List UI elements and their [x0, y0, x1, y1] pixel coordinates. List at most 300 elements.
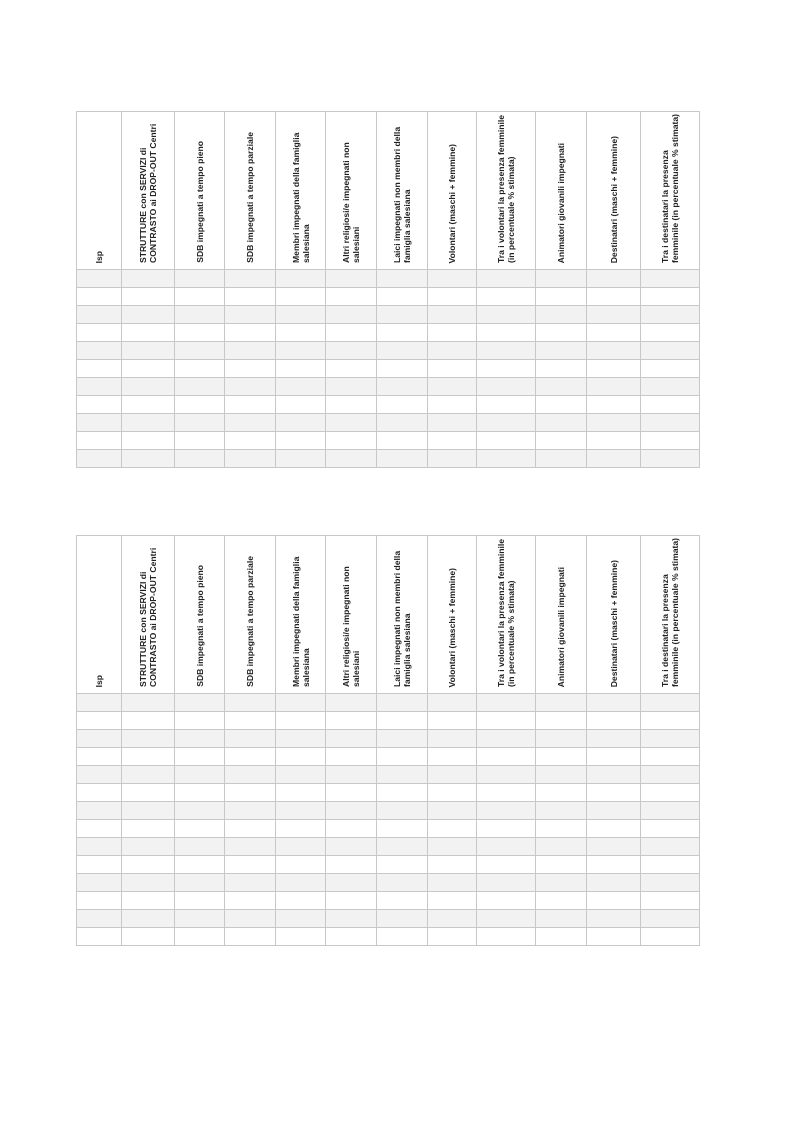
table-cell[interactable] — [77, 748, 122, 766]
table-cell[interactable] — [225, 360, 276, 378]
table-cell[interactable] — [225, 414, 276, 432]
table-cell[interactable] — [428, 766, 477, 784]
table-cell[interactable] — [326, 306, 377, 324]
table-cell[interactable] — [276, 874, 326, 892]
table-cell[interactable] — [477, 342, 536, 360]
table-cell[interactable] — [276, 432, 326, 450]
table-cell[interactable] — [477, 910, 536, 928]
table-cell[interactable] — [276, 712, 326, 730]
table-cell[interactable] — [122, 270, 175, 288]
table-cell[interactable] — [536, 270, 587, 288]
table-cell[interactable] — [122, 802, 175, 820]
table-cell[interactable] — [225, 342, 276, 360]
table-cell[interactable] — [77, 856, 122, 874]
table-cell[interactable] — [477, 288, 536, 306]
table-cell[interactable] — [122, 748, 175, 766]
table-cell[interactable] — [276, 892, 326, 910]
table-cell[interactable] — [77, 910, 122, 928]
table-cell[interactable] — [587, 748, 641, 766]
table-cell[interactable] — [122, 730, 175, 748]
table-cell[interactable] — [225, 270, 276, 288]
table-cell[interactable] — [641, 748, 700, 766]
table-cell[interactable] — [536, 766, 587, 784]
table-cell[interactable] — [276, 910, 326, 928]
table-cell[interactable] — [377, 306, 428, 324]
table-cell[interactable] — [428, 432, 477, 450]
table-cell[interactable] — [122, 910, 175, 928]
table-cell[interactable] — [377, 270, 428, 288]
table-cell[interactable] — [122, 892, 175, 910]
table-cell[interactable] — [326, 910, 377, 928]
table-cell[interactable] — [276, 270, 326, 288]
table-cell[interactable] — [536, 820, 587, 838]
table-cell[interactable] — [122, 820, 175, 838]
table-cell[interactable] — [77, 378, 122, 396]
table-cell[interactable] — [641, 892, 700, 910]
table-cell[interactable] — [428, 396, 477, 414]
table-cell[interactable] — [428, 892, 477, 910]
table-cell[interactable] — [428, 856, 477, 874]
table-cell[interactable] — [122, 784, 175, 802]
table-cell[interactable] — [326, 396, 377, 414]
table-cell[interactable] — [77, 712, 122, 730]
table-cell[interactable] — [77, 288, 122, 306]
table-cell[interactable] — [225, 910, 276, 928]
table-cell[interactable] — [225, 306, 276, 324]
table-cell[interactable] — [377, 856, 428, 874]
table-cell[interactable] — [641, 378, 700, 396]
table-cell[interactable] — [276, 306, 326, 324]
table-cell[interactable] — [536, 378, 587, 396]
table-cell[interactable] — [477, 730, 536, 748]
table-cell[interactable] — [428, 324, 477, 342]
table-cell[interactable] — [477, 324, 536, 342]
table-cell[interactable] — [587, 838, 641, 856]
table-cell[interactable] — [276, 784, 326, 802]
table-cell[interactable] — [477, 928, 536, 946]
table-cell[interactable] — [428, 802, 477, 820]
table-cell[interactable] — [225, 288, 276, 306]
table-cell[interactable] — [536, 748, 587, 766]
table-cell[interactable] — [175, 910, 225, 928]
table-cell[interactable] — [77, 820, 122, 838]
table-cell[interactable] — [326, 414, 377, 432]
table-cell[interactable] — [428, 270, 477, 288]
table-cell[interactable] — [77, 360, 122, 378]
table-cell[interactable] — [122, 378, 175, 396]
table-cell[interactable] — [377, 432, 428, 450]
table-cell[interactable] — [326, 802, 377, 820]
table-cell[interactable] — [536, 856, 587, 874]
table-cell[interactable] — [587, 306, 641, 324]
table-cell[interactable] — [175, 342, 225, 360]
table-cell[interactable] — [225, 802, 276, 820]
table-cell[interactable] — [587, 414, 641, 432]
table-cell[interactable] — [587, 378, 641, 396]
table-cell[interactable] — [326, 928, 377, 946]
table-cell[interactable] — [276, 838, 326, 856]
table-cell[interactable] — [587, 694, 641, 712]
table-cell[interactable] — [77, 306, 122, 324]
table-cell[interactable] — [587, 324, 641, 342]
table-cell[interactable] — [276, 694, 326, 712]
table-cell[interactable] — [587, 892, 641, 910]
table-cell[interactable] — [175, 432, 225, 450]
table-cell[interactable] — [587, 396, 641, 414]
table-cell[interactable] — [641, 784, 700, 802]
table-cell[interactable] — [377, 928, 428, 946]
table-cell[interactable] — [641, 288, 700, 306]
table-cell[interactable] — [77, 450, 122, 468]
table-cell[interactable] — [587, 360, 641, 378]
table-cell[interactable] — [175, 360, 225, 378]
table-cell[interactable] — [175, 396, 225, 414]
table-cell[interactable] — [326, 378, 377, 396]
table-cell[interactable] — [326, 856, 377, 874]
table-cell[interactable] — [641, 766, 700, 784]
table-cell[interactable] — [587, 820, 641, 838]
table-cell[interactable] — [536, 910, 587, 928]
table-cell[interactable] — [641, 856, 700, 874]
table-cell[interactable] — [377, 730, 428, 748]
table-cell[interactable] — [428, 450, 477, 468]
table-cell[interactable] — [276, 766, 326, 784]
table-cell[interactable] — [536, 414, 587, 432]
table-cell[interactable] — [587, 784, 641, 802]
table-cell[interactable] — [641, 342, 700, 360]
table-cell[interactable] — [326, 694, 377, 712]
table-cell[interactable] — [175, 928, 225, 946]
table-cell[interactable] — [175, 820, 225, 838]
table-cell[interactable] — [276, 324, 326, 342]
table-cell[interactable] — [77, 892, 122, 910]
table-cell[interactable] — [276, 928, 326, 946]
table-cell[interactable] — [428, 712, 477, 730]
table-cell[interactable] — [377, 712, 428, 730]
table-cell[interactable] — [122, 288, 175, 306]
table-cell[interactable] — [276, 288, 326, 306]
table-cell[interactable] — [276, 360, 326, 378]
table-cell[interactable] — [641, 928, 700, 946]
table-cell[interactable] — [175, 892, 225, 910]
table-cell[interactable] — [377, 414, 428, 432]
table-cell[interactable] — [122, 396, 175, 414]
table-cell[interactable] — [326, 712, 377, 730]
table-cell[interactable] — [536, 306, 587, 324]
table-cell[interactable] — [536, 928, 587, 946]
table-cell[interactable] — [477, 450, 536, 468]
table-cell[interactable] — [536, 784, 587, 802]
table-cell[interactable] — [225, 784, 276, 802]
table-cell[interactable] — [377, 910, 428, 928]
table-cell[interactable] — [428, 694, 477, 712]
table-cell[interactable] — [587, 766, 641, 784]
table-cell[interactable] — [477, 432, 536, 450]
table-cell[interactable] — [122, 694, 175, 712]
table-cell[interactable] — [477, 414, 536, 432]
table-cell[interactable] — [536, 694, 587, 712]
table-cell[interactable] — [477, 766, 536, 784]
table-cell[interactable] — [175, 784, 225, 802]
table-cell[interactable] — [326, 766, 377, 784]
table-cell[interactable] — [276, 450, 326, 468]
table-cell[interactable] — [477, 712, 536, 730]
table-cell[interactable] — [326, 892, 377, 910]
table-cell[interactable] — [77, 270, 122, 288]
table-cell[interactable] — [536, 288, 587, 306]
table-cell[interactable] — [175, 450, 225, 468]
table-cell[interactable] — [122, 360, 175, 378]
table-cell[interactable] — [536, 360, 587, 378]
table-cell[interactable] — [477, 802, 536, 820]
table-cell[interactable] — [175, 378, 225, 396]
table-cell[interactable] — [477, 306, 536, 324]
table-cell[interactable] — [477, 360, 536, 378]
table-cell[interactable] — [377, 874, 428, 892]
table-cell[interactable] — [477, 820, 536, 838]
table-cell[interactable] — [587, 928, 641, 946]
table-cell[interactable] — [428, 838, 477, 856]
table-cell[interactable] — [122, 324, 175, 342]
table-cell[interactable] — [587, 450, 641, 468]
table-cell[interactable] — [77, 928, 122, 946]
table-cell[interactable] — [377, 396, 428, 414]
table-cell[interactable] — [641, 712, 700, 730]
table-cell[interactable] — [536, 874, 587, 892]
table-cell[interactable] — [175, 748, 225, 766]
table-cell[interactable] — [225, 748, 276, 766]
table-cell[interactable] — [377, 324, 428, 342]
table-cell[interactable] — [276, 396, 326, 414]
table-cell[interactable] — [175, 874, 225, 892]
table-cell[interactable] — [536, 324, 587, 342]
table-cell[interactable] — [641, 874, 700, 892]
table-cell[interactable] — [641, 450, 700, 468]
table-cell[interactable] — [276, 802, 326, 820]
table-cell[interactable] — [225, 766, 276, 784]
table-cell[interactable] — [77, 342, 122, 360]
table-cell[interactable] — [122, 342, 175, 360]
table-cell[interactable] — [536, 432, 587, 450]
table-cell[interactable] — [428, 342, 477, 360]
table-cell[interactable] — [641, 414, 700, 432]
table-cell[interactable] — [377, 360, 428, 378]
table-cell[interactable] — [477, 874, 536, 892]
table-cell[interactable] — [276, 820, 326, 838]
table-cell[interactable] — [587, 730, 641, 748]
table-cell[interactable] — [276, 342, 326, 360]
table-cell[interactable] — [377, 378, 428, 396]
table-cell[interactable] — [326, 820, 377, 838]
table-cell[interactable] — [428, 288, 477, 306]
table-cell[interactable] — [377, 748, 428, 766]
table-cell[interactable] — [428, 784, 477, 802]
table-cell[interactable] — [377, 820, 428, 838]
table-cell[interactable] — [641, 324, 700, 342]
table-cell[interactable] — [326, 324, 377, 342]
table-cell[interactable] — [641, 730, 700, 748]
table-cell[interactable] — [77, 414, 122, 432]
table-cell[interactable] — [175, 306, 225, 324]
table-cell[interactable] — [122, 450, 175, 468]
table-cell[interactable] — [77, 874, 122, 892]
table-cell[interactable] — [225, 450, 276, 468]
table-cell[interactable] — [225, 820, 276, 838]
table-cell[interactable] — [175, 414, 225, 432]
table-cell[interactable] — [587, 910, 641, 928]
table-cell[interactable] — [122, 712, 175, 730]
table-cell[interactable] — [225, 856, 276, 874]
table-cell[interactable] — [77, 802, 122, 820]
table-cell[interactable] — [428, 730, 477, 748]
table-cell[interactable] — [536, 802, 587, 820]
table-cell[interactable] — [225, 928, 276, 946]
table-cell[interactable] — [326, 360, 377, 378]
table-cell[interactable] — [225, 874, 276, 892]
table-cell[interactable] — [428, 748, 477, 766]
table-cell[interactable] — [428, 874, 477, 892]
table-cell[interactable] — [122, 928, 175, 946]
table-cell[interactable] — [122, 306, 175, 324]
table-cell[interactable] — [587, 270, 641, 288]
table-cell[interactable] — [276, 414, 326, 432]
table-cell[interactable] — [428, 820, 477, 838]
table-cell[interactable] — [175, 730, 225, 748]
table-cell[interactable] — [428, 910, 477, 928]
table-cell[interactable] — [536, 450, 587, 468]
table-cell[interactable] — [587, 342, 641, 360]
table-cell[interactable] — [641, 270, 700, 288]
table-cell[interactable] — [641, 360, 700, 378]
table-cell[interactable] — [122, 432, 175, 450]
table-cell[interactable] — [377, 694, 428, 712]
table-cell[interactable] — [225, 324, 276, 342]
table-cell[interactable] — [536, 712, 587, 730]
table-cell[interactable] — [536, 396, 587, 414]
table-cell[interactable] — [225, 396, 276, 414]
table-cell[interactable] — [276, 748, 326, 766]
table-cell[interactable] — [477, 892, 536, 910]
table-cell[interactable] — [477, 748, 536, 766]
table-cell[interactable] — [77, 694, 122, 712]
table-cell[interactable] — [77, 784, 122, 802]
table-cell[interactable] — [225, 892, 276, 910]
table-cell[interactable] — [428, 378, 477, 396]
table-cell[interactable] — [477, 694, 536, 712]
table-cell[interactable] — [641, 396, 700, 414]
table-cell[interactable] — [536, 342, 587, 360]
table-cell[interactable] — [377, 288, 428, 306]
table-cell[interactable] — [641, 694, 700, 712]
table-cell[interactable] — [377, 450, 428, 468]
table-cell[interactable] — [428, 928, 477, 946]
table-cell[interactable] — [587, 712, 641, 730]
table-cell[interactable] — [122, 838, 175, 856]
table-cell[interactable] — [326, 288, 377, 306]
table-cell[interactable] — [587, 288, 641, 306]
table-cell[interactable] — [477, 838, 536, 856]
table-cell[interactable] — [326, 730, 377, 748]
table-cell[interactable] — [377, 838, 428, 856]
table-cell[interactable] — [175, 712, 225, 730]
table-cell[interactable] — [77, 324, 122, 342]
table-cell[interactable] — [326, 748, 377, 766]
table-cell[interactable] — [175, 766, 225, 784]
table-cell[interactable] — [122, 414, 175, 432]
table-cell[interactable] — [536, 892, 587, 910]
table-cell[interactable] — [122, 874, 175, 892]
table-cell[interactable] — [587, 874, 641, 892]
table-cell[interactable] — [587, 802, 641, 820]
table-cell[interactable] — [175, 856, 225, 874]
table-cell[interactable] — [428, 306, 477, 324]
table-cell[interactable] — [175, 838, 225, 856]
table-cell[interactable] — [225, 378, 276, 396]
table-cell[interactable] — [326, 784, 377, 802]
table-cell[interactable] — [77, 730, 122, 748]
table-cell[interactable] — [276, 730, 326, 748]
table-cell[interactable] — [477, 856, 536, 874]
table-cell[interactable] — [641, 838, 700, 856]
table-cell[interactable] — [326, 450, 377, 468]
table-cell[interactable] — [377, 342, 428, 360]
table-cell[interactable] — [477, 378, 536, 396]
table-cell[interactable] — [276, 856, 326, 874]
table-cell[interactable] — [641, 306, 700, 324]
table-cell[interactable] — [536, 838, 587, 856]
table-cell[interactable] — [122, 766, 175, 784]
table-cell[interactable] — [326, 432, 377, 450]
table-cell[interactable] — [641, 910, 700, 928]
table-cell[interactable] — [477, 784, 536, 802]
table-cell[interactable] — [77, 766, 122, 784]
table-cell[interactable] — [641, 802, 700, 820]
table-cell[interactable] — [477, 270, 536, 288]
table-cell[interactable] — [587, 856, 641, 874]
table-cell[interactable] — [326, 838, 377, 856]
table-cell[interactable] — [377, 766, 428, 784]
table-cell[interactable] — [175, 288, 225, 306]
table-cell[interactable] — [225, 694, 276, 712]
table-cell[interactable] — [377, 892, 428, 910]
table-cell[interactable] — [326, 342, 377, 360]
table-cell[interactable] — [175, 802, 225, 820]
table-cell[interactable] — [175, 694, 225, 712]
table-cell[interactable] — [377, 784, 428, 802]
table-cell[interactable] — [225, 838, 276, 856]
table-cell[interactable] — [326, 270, 377, 288]
table-cell[interactable] — [641, 820, 700, 838]
table-cell[interactable] — [77, 432, 122, 450]
table-cell[interactable] — [587, 432, 641, 450]
table-cell[interactable] — [641, 432, 700, 450]
table-cell[interactable] — [326, 874, 377, 892]
table-cell[interactable] — [428, 360, 477, 378]
table-cell[interactable] — [225, 432, 276, 450]
table-cell[interactable] — [175, 270, 225, 288]
table-cell[interactable] — [77, 838, 122, 856]
table-cell[interactable] — [276, 378, 326, 396]
table-cell[interactable] — [122, 856, 175, 874]
table-cell[interactable] — [536, 730, 587, 748]
table-cell[interactable] — [225, 712, 276, 730]
table-cell[interactable] — [428, 414, 477, 432]
table-cell[interactable] — [175, 324, 225, 342]
table-cell[interactable] — [225, 730, 276, 748]
table-cell[interactable] — [77, 396, 122, 414]
table-cell[interactable] — [377, 802, 428, 820]
table-cell[interactable] — [477, 396, 536, 414]
